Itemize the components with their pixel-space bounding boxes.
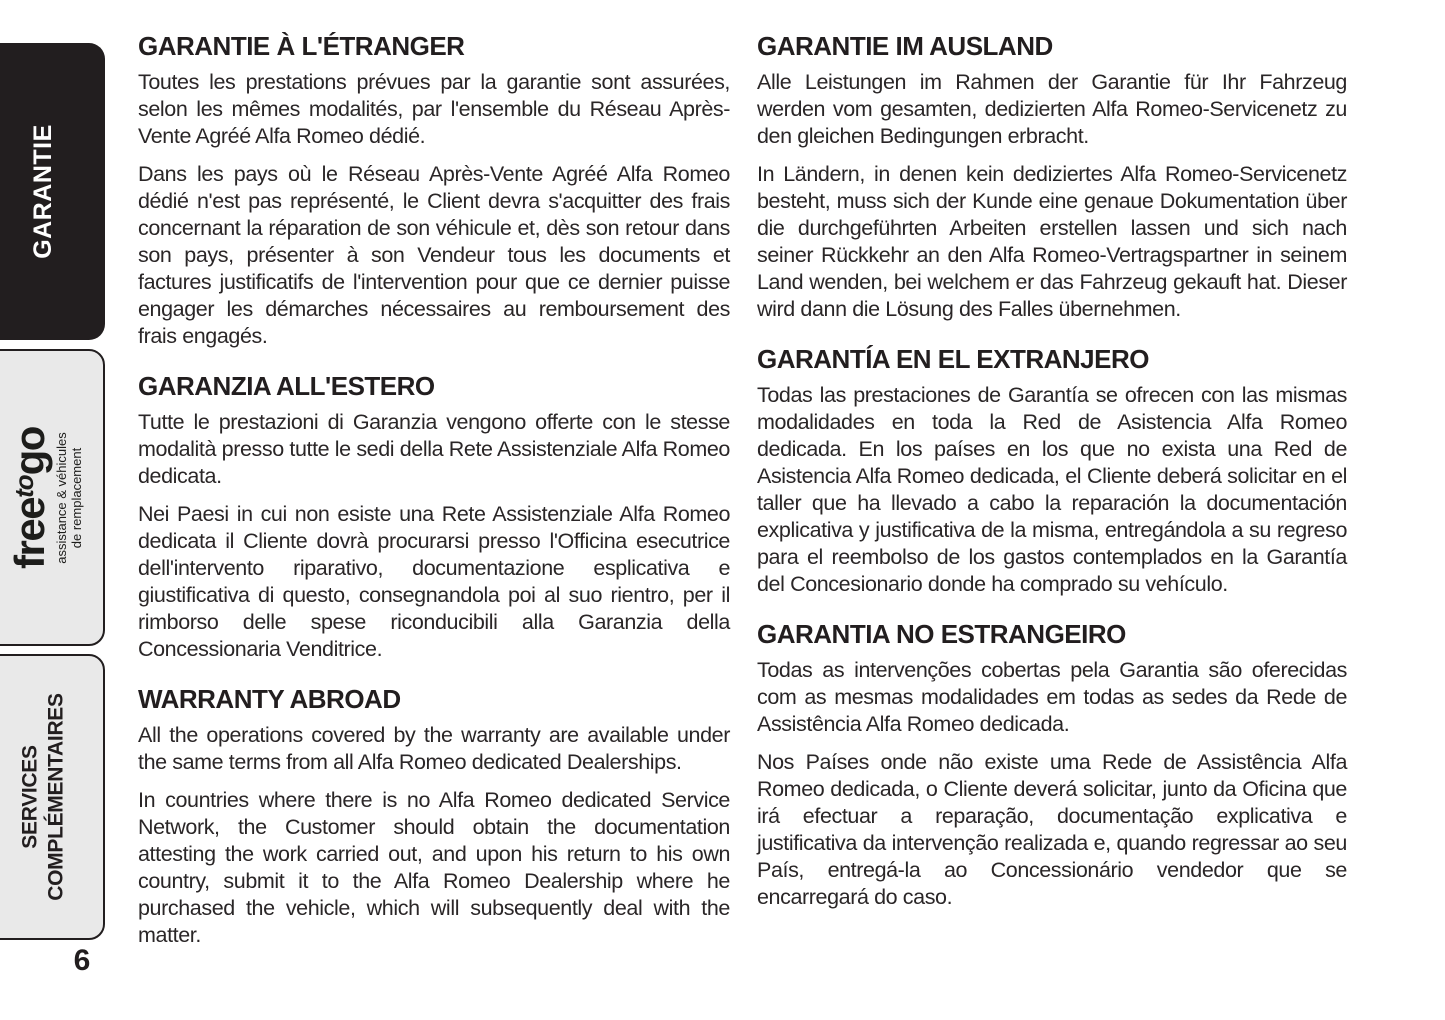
section-paragraph: All the operations covered by the warranty are available under the same terms from all Alfa Romeo dedicated Dealerships. [138, 723, 730, 774]
section-title: GARANZIA ALL'ESTERO [138, 371, 435, 401]
section-garanzia-it [138, 372, 730, 663]
section-paragraph: In countries where there is no Alfa Romeo dedicated Service Network, the Customer should obtain the documentation attesting the work carried out, and upon his return to his own country, submit it to the Alfa Romeo Dealership where he purchased the vehicle, which will subsequently deal with the matter. [138, 788, 730, 947]
section-garantia-es [757, 345, 1347, 598]
section-paragraph: Todas as intervenções cobertas pela Garantia são oferecidas com as mesmas modalidades em todas as sedes da Rede de Assistência Alfa Romeo dedicada. [757, 658, 1347, 736]
section-paragraph: Tutte le prestazioni di Garanzia vengono offerte con le stesse modalità presso tutte le sedi della Rete Assistenziale Alfa Romeo dedicata. [138, 410, 730, 488]
section-paragraph: Nei Paesi in cui non esiste una Rete Assistenziale Alfa Romeo dedicata il Cliente dovrà procurarsi presso l'Officina esecutrice dell'intervento riparativo, documentazione esplicativa e giustificativa di questo, consegnandola poi al suo rientro, per il rimborso delle spese riconducibili alla Garanzia della Concessionaria Venditrice. [138, 502, 730, 661]
section-title: GARANTIA NO ESTRANGEIRO [757, 619, 1126, 649]
freetogo-logo [4, 427, 84, 569]
tab-services-complementaires[interactable] [0, 654, 105, 940]
section-warranty-en [138, 685, 730, 949]
tab-freetogo[interactable] [0, 349, 105, 646]
column-left [138, 32, 730, 960]
section-paragraph: In Ländern, in denen kein dediziertes Alfa Romeo-Servicenetz besteht, muss sich der Kunde eine genaue Dokumentation über die durchgeführten Arbeiten erstellen lassen und sich nach seiner Rückkehr an den Alfa Romeo-Vertragspartner in seinem Land wenden, bei welchem er das Fahrzeug gekauft hat. Dieser wird dann die Lösung des Falles übernehmen. [757, 162, 1347, 321]
page-number: 6 [73, 944, 91, 977]
section-paragraph: Todas las prestaciones de Garantía se ofrecen con las mismas modalidades en toda la Red de Asistencia Alfa Romeo dedicada. En los países en los que no exista una Red de Asistencia Alfa Romeo dedicada, el Cliente deberá solicitar en el taller que ha llevado a cabo la reparación la documentación explicativa y justificativa de la misma, entregándola a su regreso para el reembolso de los gastos contemplados en la Garantía del Concesionario donde ha comprado su vehículo. [757, 383, 1347, 596]
section-garantie-de [757, 32, 1347, 323]
tab-garantie-label: GARANTIE [29, 124, 57, 259]
freetogo-wordmark: free$^{to}$go [5, 426, 53, 569]
section-title: GARANTIE IM AUSLAND [757, 31, 1053, 61]
section-paragraph: Nos Países onde não existe uma Rede de Assistência Alfa Romeo dedicada, o Cliente deverá solicitar, junto da Oficina que irá efectuar a reparação, documentação explicativa e justificativa da intervenção realizada e, quando regressar ao seu País, entregá-la ao Concessionário vendedor que se encarregará do caso. [757, 750, 1347, 909]
tab-garantie[interactable] [0, 43, 105, 340]
section-garantia-pt [757, 620, 1347, 911]
section-title: GARANTÍA EN EL EXTRANJERO [757, 344, 1149, 374]
section-title: WARRANTY ABROAD [138, 684, 401, 714]
section-title: GARANTIE À L'ÉTRANGER [138, 31, 465, 61]
section-paragraph: Toutes les prestations prévues par la garantie sont assurées, selon les mêmes modalités, par l'ensemble du Réseau Après-Vente Agréé Alfa Romeo dédié. [138, 70, 730, 148]
freetogo-subtitle: assistance & véhicules de remplacement [53, 431, 84, 564]
tab-services-label: SERVICES COMPLÉMENTAIRES [18, 693, 68, 901]
column-right [757, 32, 1347, 922]
section-paragraph: Dans les pays où le Réseau Après-Vente Agréé Alfa Romeo dédié n'est pas représenté, le Client devra s'acquitter des frais concernant la réparation de son véhicule et, dès son retour dans son pays, présenter à son Vendeur tous les documents et factures justificatifs de l'intervention pour que ce dernier puisse engager les démarches nécessaires au remboursement des frais engagés. [138, 162, 730, 348]
section-paragraph: Alle Leistungen im Rahmen der Garantie für Ihr Fahrzeug werden vom gesamten, dedizierten Alfa Romeo-Servicenetz zu den gleichen Bedingungen erbracht. [757, 70, 1347, 148]
section-garantie-fr [138, 32, 730, 350]
